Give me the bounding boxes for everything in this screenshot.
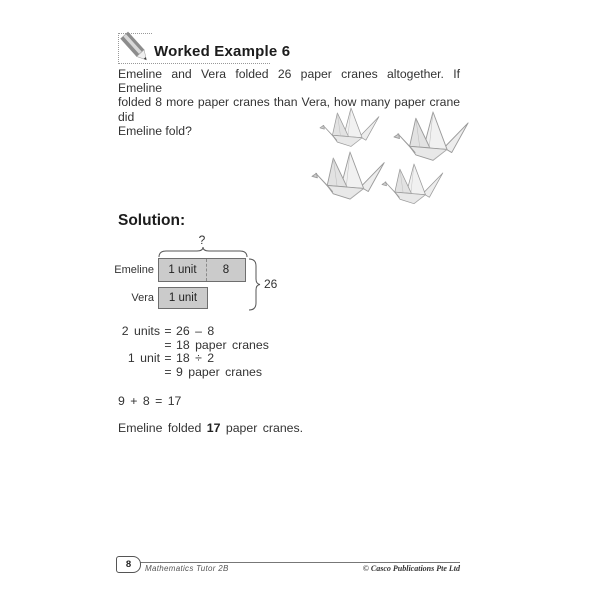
paper-crane-icon — [382, 164, 443, 204]
vera-bar — [158, 287, 208, 309]
pencil-icon — [118, 33, 152, 64]
problem-line: folded 8 more paper cranes than Vera, how many paper crane did — [118, 95, 460, 124]
emeline-bar-extra-segment: 8 — [222, 264, 230, 276]
conclusion-sentence — [118, 421, 303, 435]
page-number-badge — [116, 556, 141, 573]
paper-cranes-illustration — [308, 106, 480, 214]
equation-line: 2 units = 26 – 8 — [121, 324, 215, 338]
bar-row-label-vera: Vera — [131, 292, 154, 304]
paper-crane-icon — [320, 108, 379, 146]
total-label: 26 — [264, 277, 278, 291]
vera-bar-unit-segment: 1 unit — [168, 292, 198, 304]
problem-line: Emeline fold? — [118, 123, 192, 138]
problem-line: Emeline and Vera folded 26 paper cranes altogether. If Emeline — [118, 67, 460, 96]
equation-line: 1 unit = 18 ÷ 2 — [127, 351, 215, 366]
bar-row-label-emeline: Emeline — [114, 264, 154, 276]
page-footer — [114, 555, 466, 577]
emeline-bar — [158, 258, 246, 282]
worked-example-header — [118, 30, 291, 64]
page-title: Worked Example 6 — [154, 43, 291, 60]
book-title: Mathematics Tutor 2B — [145, 564, 229, 573]
equation-line: = 18 paper cranes — [164, 337, 269, 352]
equation-line: = 9 paper cranes — [164, 364, 263, 379]
working-equations — [114, 325, 269, 379]
question-mark-label: ? — [198, 233, 206, 247]
footer-rule — [138, 562, 460, 563]
copyright-notice: © Casco Publications Pte Ltd — [362, 564, 460, 573]
page-number: 8 — [125, 559, 132, 570]
paper-crane-icon — [394, 112, 468, 160]
total-brace — [248, 258, 261, 311]
overbrace — [158, 247, 248, 258]
bar-model-diagram — [114, 233, 334, 319]
solution-heading: Solution: — [118, 212, 186, 229]
conclusion-text: Emeline folded — [118, 421, 207, 435]
paper-crane-icon — [312, 152, 384, 199]
conclusion-answer: 17 — [206, 421, 221, 435]
final-equation: 9 + 8 = 17 — [118, 394, 182, 408]
emeline-bar-unit-segment: 1 unit — [159, 259, 207, 281]
pencil-icon-graphic — [117, 30, 155, 68]
conclusion-text: paper cranes. — [220, 421, 304, 435]
